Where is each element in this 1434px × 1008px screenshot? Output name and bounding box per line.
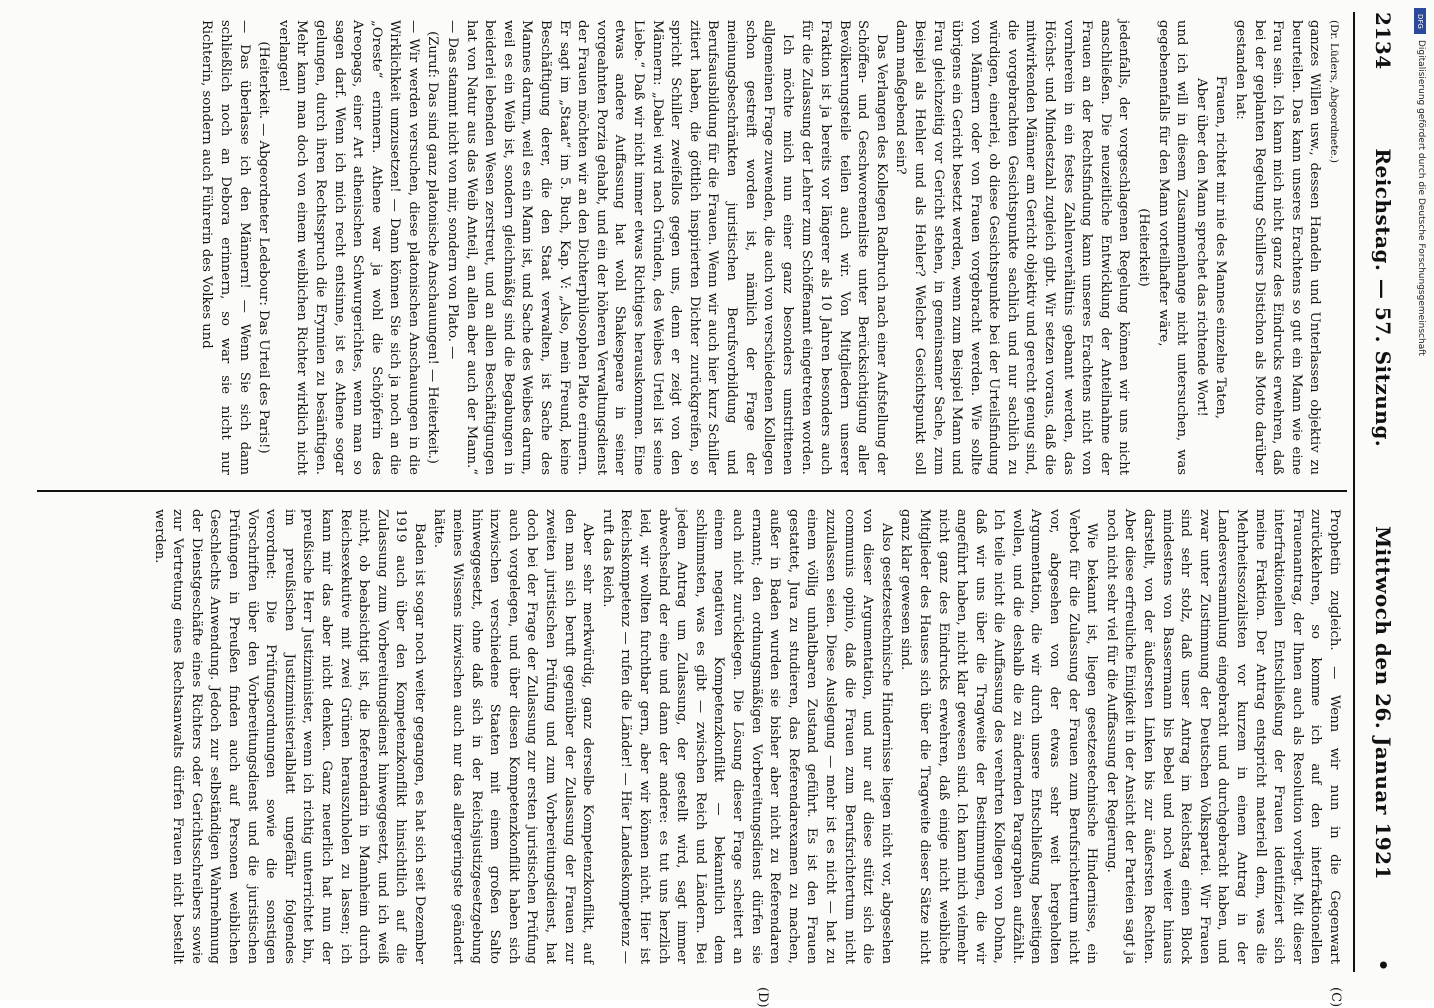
digitization-credit: [1412, 40, 1426, 980]
interjection: (Heiterkeit. — Abgeordneter Ledebour: Das Urteil des Paris!): [256, 41, 272, 454]
speaker-note: (Dr. Lüders, Abgeordnete.): [1328, 20, 1340, 163]
page-number: 2134: [1371, 12, 1395, 70]
column-divider: [37, 490, 1347, 492]
header-mark: •: [1371, 958, 1395, 972]
margin-mark-c: (C): [1328, 987, 1343, 1008]
verse-line: Frauen, richtet mir nie des Mannes einzelne Taten,: [1213, 75, 1229, 420]
paragraph: Also gesetzestechnische Hindernisse liegen nicht vor, abgesehen von dieser Argumentation, und nur auf diese stützt sich die communis opinio, daß die Frauen zum Berufsrichtertum nicht zuzulassen seien. Diese Auslegung — mehr ist es nicht — hat zu einem völlig unhaltbaren Zustand geführt. Es ist den Frauen gestattet, Jura zu studieren, das Referendarexamen zu machen, außer in Baden wurden sie bisher aber nicht zu Referendaren ernannt; den ordnungsmäßigen Vorbereitungsdienst dürfen sie auch nicht zurücklegen. Die Lösung dieser Frage scheitert an einem negativen Kompetenzkonflikt — bekanntlich dem schlimmsten, was es gibt — zwischen Reich und Ländern. Bei jedem Antrag um Zulassung, der gestellt wird, sagt immer abwechselnd der eine und dann der andere: es tut uns herzlich leid, wir wollten furchtbar gern, aber wir können nicht. Hier ist Reichskompetenz — rufen die Länder! — Hier Landeskompetenz — ruft das Reich.: [599, 509, 894, 964]
paragraph: Baden ist sogar noch weiter gegangen, es hat sich seit Dezember 1919 auch über den Kompetenzkonflikt hinsichtlich auf die Zulassung zum Vorbereitungsdienst hinweggesetzt, und ich weiß nicht, ob beabsichtigt ist, die Referendarin in Mannheim durch Reichsexekutive mit zwei Grünen herauszuholen zu lassen; ich kann mir das aber nicht denken. Ganz neuerlich hat nun der preußische Herr Justizminister, wenn ich richtig unterrichtet bin, im preußischen Justizministerialblatt ungefähr folgendes verordnet: Die Prüfungsordnungen sowie die sonstigen Vorschriften über den Vorbereitungsdienst und die juristischen Prüfungen in Preußen finden auch auf Personen weiblichen Geschlechts Anwendung. Jedoch zur selbständigen Wahrnehmung der Dienstgeschäfte eines Richters oder Gerichtsschreibers sowie zur Vertretung eines Rechtsanwalts dürfen Frauen nicht bestellt werden.: [151, 509, 427, 964]
page-header: [1361, 12, 1395, 972]
interjection: (Zuruf: Das sind ganz platonische Anschauungen! — Heiterkeit.): [425, 31, 441, 464]
paragraph: — Das überlasse ich den Männern! — Wenn Sie sich dann schließlich noch an Debora erinnern, so war sie nicht nur Richterin, sondern auch Führerin des Volkes und: [199, 20, 252, 475]
dfg-logo: DFG: [1414, 8, 1426, 34]
paragraph: Wie bekannt ist, liegen gesetzestechnische Hindernisse, ein Verbot für die Zulassung der Frauen zum Berufsrichtertum nicht vor, abgesehen von der etwas sehr weit hergeholten Argumentation, die wir durch unsere Entschließung beseitigen wollen, und die deshalb die zu ändernden Paragraphen aufzählt. Ich teile nicht die Auffassung des verehrten Kollegen von Dohna, daß wir uns über die Tragweite der Bestimmungen, die wir angeführt haben, nicht klar gewesen sind. Ich kann mich vielmehr nicht ganz des Eindrucks erwehren, daß einige nicht weibliche Mitglieder des Hauses sich über die Tragweite dieser Sätze nicht ganz klar gewesen sind.: [898, 509, 1100, 964]
left-column: [196, 20, 1343, 475]
paragraph: Aber sehr merkwürdig, ganz derselbe Kompetenzkonflikt, auf den man sich beruft gegenüber der Zulassung der Frauen zur zweiten juristischen Prüfung und zum Vorbereitungsdienst, hat doch bei der Frage der Zulassung zur ersten juristischen Prüfung auch vorgelegen, und über diesen Kompetenzkonflikt haben sich inzwischen verschiedene Staaten mit einem großen Salto hinweggesetzt, ohne daß sich in der Reichsjustizgesetzgebung meines Wissens inzwischen auch nur das allergeringste geändert hätte.: [431, 509, 596, 964]
paragraph: jedenfalls, der vorgeschlagenen Regelung können wir uns nicht anschließen. Die neuzeitliche Entwicklung der Anteilnahme der Frauen an der Rechtsfindung kann unseres Erachtens nicht von vornherein in ein festes Zahlenverhältnis gebannt werden, das Höchst- und Mindestzahl zugleich gibt. Wir setzen voraus, daß die mitwirkenden Männer am Gericht objektiv und gerecht genug sind, die vorgebrachten Gesichtspunkte sachlich und nur sachlich zu würdigen, einerlei, ob diese Gesichtspunkte bei der Urteilsfindung von Männern oder von Frauen vorgebracht werden. Wie sollte übrigens ein Gericht besetzt werden, wenn zum Beispiel Mann und Frau gleichzeitig vor Gericht stehen, in gemeinsamer Sache, zum Beispiel als Hehler und als Hehler? Welcher Gesichtspunkt soll dann maßgebend sein?: [893, 20, 1132, 475]
paragraph: Prophetin zugleich. — Wenn wir nun in die Gegenwart zurückkehren, so komme ich auf den interfraktionellen Frauenantrag, der Ihnen auch als Resolution vorliegt. Mit dieser interfraktionellen Entschließung der Frauen identifiziert sich meine Fraktion. Der Antrag entspricht materiell dem, was die Mehrheitssozialisten vor kurzem in einem Antrag in der Landesversammlung eingebracht und durchgebracht haben, und zwar unter Zustimmung der Deutschen Volkspartei. Wir Frauen sind sehr stolz, daß unser Antrag im Reichstag einen Block mindestens von Bassermann bis Bebel und noch weiter hinaus darstellt, von der äußersten Linken bis zur äußersten Rechten. Aber diese erfreuliche Einigkeit in der Ansicht der Parteien sagt ja noch nicht sehr viel für die Auffassung der Regierung.: [1103, 509, 1342, 964]
header-left-title: Reichstag. — 57. Sitzung.: [1371, 148, 1395, 448]
paragraph: und ich will in diesem Zusammenhange nicht untersuchen, was gegebenenfalls für den Mann vorteilhafter wäre,: [1155, 20, 1190, 475]
margin-mark-d: (D): [755, 987, 770, 1008]
paragraph: ganzes Willen usw., dessen Handeln und Unterlassen objektiv zu beurteilen. Das kann unseres Erachtens so gut ein Mann wie eine Frau sein. Ich kann mich nicht ganz des Eindrucks erwehren, daß bei der geplanten Regelung Schillers Distichon als Motto darüber gestanden hat:: [1233, 20, 1323, 475]
interjection: (Heiterkeit): [1136, 208, 1152, 287]
right-column: [148, 509, 1343, 964]
credit-text: Digitalisierung gefördert durch die Deutsche Forschungsgemeinschaft: [1416, 40, 1426, 356]
verse-line: Aber über den Mann sprechet das richtende Wort!: [1193, 78, 1209, 417]
paragraph: Das Verlangen des Kollegen Radbruch nach einer Aufstellung der Schöffen- und Geschworenenliste unter Berücksichtigung aller Bevölkerungsteile teilen auch wir. Von Mitgliedern unserer Fraktion ist ja bereits vor längerer als 10 Jahren besonders auch für die Zulassung der Lehrer zum Schöffenamt eingetreten worden.: [799, 20, 889, 475]
document-page: [25, 12, 1395, 1008]
header-rule: [1353, 12, 1355, 972]
paragraph: Ich möchte mich nun einer ganz besonders umstrittenen allgemeinen Frage zuwenden, die auch von verschiedenen Kollegen schon gestreift worden ist, nämlich der Frage der meinungsbeschränkten juristischen Berufsvorbildung und Berufsausbildung für die Frauen. Wenn wir auch hier kurz Schiller zitiert haben, die göttlich inspirierten Dichter zurückgreifen, so spricht Schiller zweifellos gegen uns, denn er zeigt von den Männern: „Dabei wird nach Gründen, des Weibes Urteil ist seine Liebe.“ Daß wir nicht immer etwas Richtiges herauskommen. Eine etwas andere Auffassung hat wohl Shakespeare in seiner vorgeahnten Porzia gehabt, und ein der höheren Verwaltungsdienst der Frauen möchten wir an den Dichterphilosophen Plato erinnern. Er sagt im „Staat“ im 5. Buch, Kap. V: „Also, mein Freund, keine Beschäftigung derer, die den Staat verwalten, ist Sache des Mannes darum, weil es ein Mann ist, und Sache des Weibes darum, weil es ein Weib ist, sondern gleichmäßig sind die Begabungen in beiderlei lebenden Wesen zerstreut, und an allen Beschäftigungen hat von Natur aus das Weib Anteil, an allen aber auch der Mann.“ — Das stammt nicht von mir, sondern von Plato. —: [445, 20, 795, 475]
header-right-title: Mittwoch den 26. Januar 1921: [1371, 525, 1395, 880]
paragraph: — Wir werden versuchen, diese platonischen Anschauungen in die Wirklichkeit umzusetzen! — Dann können Sie sich ja noch an die „Oreste“ erinnern. Athene war ja wohl die Schöpferin des Areopags, einer Art athenischen Schwurgerichtes, wenn man so sagen darf. Wenn ich mich recht entsinne, ist es Athene sogar gelungen, durch ihren Rechtsspruch die Erynnien zu besänftigen. Mehr kann man doch von einem weiblichen Richter wirklich nicht verlangen!: [275, 20, 421, 475]
